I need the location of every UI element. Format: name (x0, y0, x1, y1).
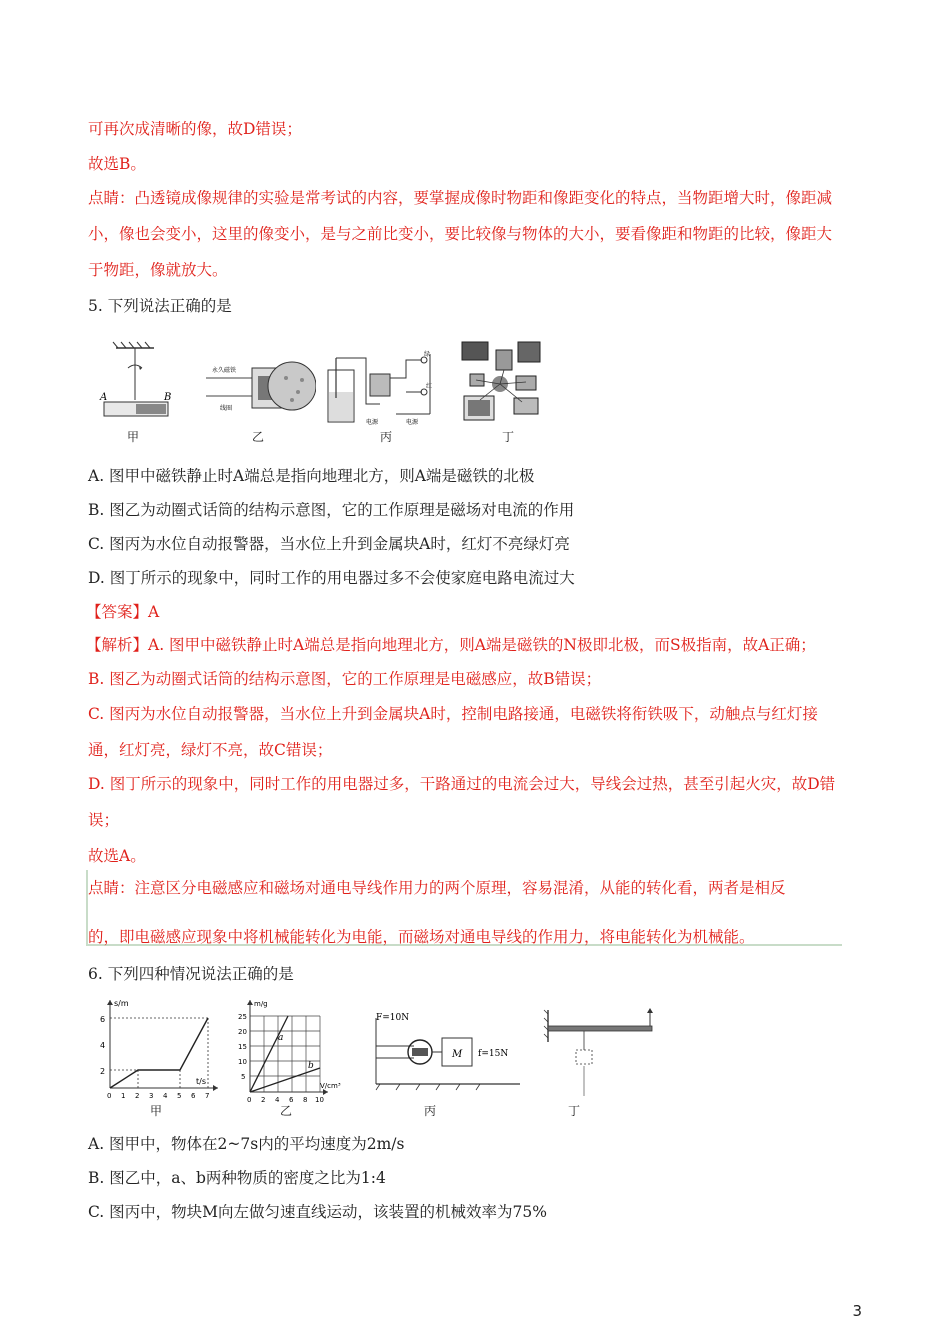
q6-stem: 6. 下列四种情况说法正确的是 (88, 965, 294, 983)
svg-text:绿: 绿 (424, 351, 431, 358)
q6-fig-label-bing: 丙 (423, 1104, 436, 1118)
q6-yi-ytick: 15 (238, 1043, 247, 1051)
svg-text:线圈: 线圈 (220, 405, 233, 412)
q6-jia-ytick: 4 (100, 1041, 106, 1050)
q6-fig-yi (238, 996, 348, 1108)
q5-tip-2: 的，即电磁感应现象中将机械能转化为电能，而磁场对通电导线的作用力，将电能转化为机械能。 (88, 928, 755, 946)
q6-fig-label-jia: 甲 (149, 1104, 162, 1118)
q6-yi-xtick: 2 (261, 1096, 266, 1104)
q5-fig-yi (206, 356, 316, 426)
q6-yi-ylabel: m/g (254, 1000, 268, 1008)
svg-text:永久磁铁: 永久磁铁 (212, 367, 237, 374)
q6-yi-line-b-label: b (308, 1061, 314, 1071)
q6-jia-xtick: 0 (107, 1092, 112, 1100)
q6-option-a: A. 图甲中，物体在2~7s内的平均速度为2m/s (88, 1135, 405, 1153)
continuation-line-1: 可再次成清晰的像，故D错误； (88, 120, 302, 138)
q5-option-b: B. 图乙为动圈式话筒的结构示意图，它的工作原理是磁场对电流的作用 (88, 501, 575, 519)
svg-text:电源: 电源 (366, 419, 379, 426)
q5-analysis-1: 【解析】A. 图甲中磁铁静止时A端总是指向地理北方，则A端是磁铁的N极即北极，而S极指南，故A正确； (86, 636, 816, 654)
q5-stem: 5. 下列说法正确的是 (88, 297, 232, 315)
q6-fig-jia (96, 996, 226, 1108)
q6-yi-ytick: 10 (238, 1058, 247, 1066)
q5-analysis-2: B. 图乙为动圈式话筒的结构示意图，它的工作原理是电磁感应，故B错误； (88, 670, 602, 688)
q6-yi-ytick: 5 (241, 1073, 246, 1081)
q6-yi-xtick: 8 (303, 1096, 308, 1104)
svg-text:电源: 电源 (406, 419, 419, 426)
q5-fig-bing (326, 348, 446, 428)
q6-bing-force1: F=10N (376, 1013, 410, 1023)
q6-fig-label-yi: 乙 (279, 1104, 292, 1118)
q6-yi-xlabel: V/cm³ (320, 1082, 341, 1090)
q6-jia-xtick: 2 (135, 1092, 140, 1100)
q6-fig-bing (370, 1010, 530, 1100)
q5-fig-label-bing: 丙 (379, 430, 392, 444)
q5-option-c: C. 图丙为水位自动报警器，当水位上升到金属块A时，红灯不亮绿灯亮 (88, 535, 570, 553)
q5-choose: 故选A。 (88, 847, 146, 865)
q6-bing-force2: f=15N (478, 1049, 509, 1059)
continuation-line-2: 故选B。 (88, 155, 146, 173)
q5-fig-ding (456, 340, 546, 426)
q6-jia-xtick: 7 (205, 1092, 210, 1100)
q5-fig-jia (98, 340, 178, 432)
q6-jia-ytick: 2 (100, 1067, 106, 1076)
q5-analysis-3: C. 图丙为水位自动报警器，当水位上升到金属块A时，控制电路接通，电磁铁将衔铁吸下，动触点与红灯接 (88, 705, 818, 723)
q5-tip-1: 点睛：注意区分电磁感应和磁场对通电导线作用力的两个原理，容易混淆，从能的转化看，两者是相反 (88, 879, 786, 897)
q6-option-b: B. 图乙中，a、b两种物质的密度之比为1:4 (88, 1169, 386, 1187)
q6-jia-xtick: 6 (191, 1092, 196, 1100)
q6-yi-xtick: 6 (289, 1096, 294, 1104)
q5-analysis-6: 误； (88, 811, 120, 829)
q6-yi-line-a-label: a (278, 1033, 284, 1043)
q6-fig-ding (542, 1006, 662, 1102)
q6-yi-xtick: 0 (247, 1096, 252, 1104)
q5-fig-label-jia: 甲 (126, 430, 139, 444)
q6-jia-xtick: 5 (177, 1092, 182, 1100)
q6-yi-ytick: 20 (238, 1028, 247, 1036)
page-number: 3 (852, 1302, 862, 1320)
q6-jia-xtick: 1 (121, 1092, 126, 1100)
svg-text:B: B (164, 392, 172, 403)
q6-fig-label-ding: 丁 (567, 1104, 580, 1118)
q5-option-a: A. 图甲中磁铁静止时A端总是指向地理北方，则A端是磁铁的北极 (88, 467, 535, 485)
q6-yi-xtick: 4 (275, 1096, 280, 1104)
q5-option-d: D. 图丁所示的现象中，同时工作的用电器过多不会使家庭电路电流过大 (88, 569, 575, 587)
q6-bing-block: M (452, 1049, 463, 1060)
q6-option-c: C. 图丙中，物块M向左做匀速直线运动，该装置的机械效率为75% (88, 1203, 547, 1221)
q6-jia-xlabel: t/s (196, 1077, 206, 1086)
q6-jia-xtick: 4 (163, 1092, 168, 1100)
tip-line-1: 点睛：凸透镜成像规律的实验是常考试的内容，要掌握成像时物距和像距变化的特点，当物距增大时，像距减 (88, 189, 833, 207)
q5-answer: 【答案】A (86, 603, 160, 621)
q6-jia-ytick: 6 (100, 1015, 106, 1024)
tip-line-2: 小，像也会变小，这里的像变小，是与之前比变小，要比较像与物体的大小，要看像距和物距的比较，像距大 (88, 225, 833, 243)
q6-yi-xtick: 10 (315, 1096, 324, 1104)
q5-analysis-5: D. 图丁所示的现象中，同时工作的用电器过多，干路通过的电流会过大，导线会过热，甚至引起火灾，故D错 (88, 775, 836, 793)
tip-line-3: 于物距，像就放大。 (88, 261, 228, 279)
q6-jia-xtick: 3 (149, 1092, 154, 1100)
q6-yi-ytick: 25 (238, 1013, 247, 1021)
svg-text:红: 红 (426, 383, 433, 390)
q5-analysis-4: 通，红灯亮，绿灯不亮，故C错误； (88, 741, 333, 759)
q5-fig-label-ding: 丁 (501, 430, 514, 444)
q6-jia-ylabel: s/m (114, 999, 129, 1008)
q5-fig-label-yi: 乙 (251, 430, 264, 444)
svg-text:A: A (100, 392, 108, 403)
